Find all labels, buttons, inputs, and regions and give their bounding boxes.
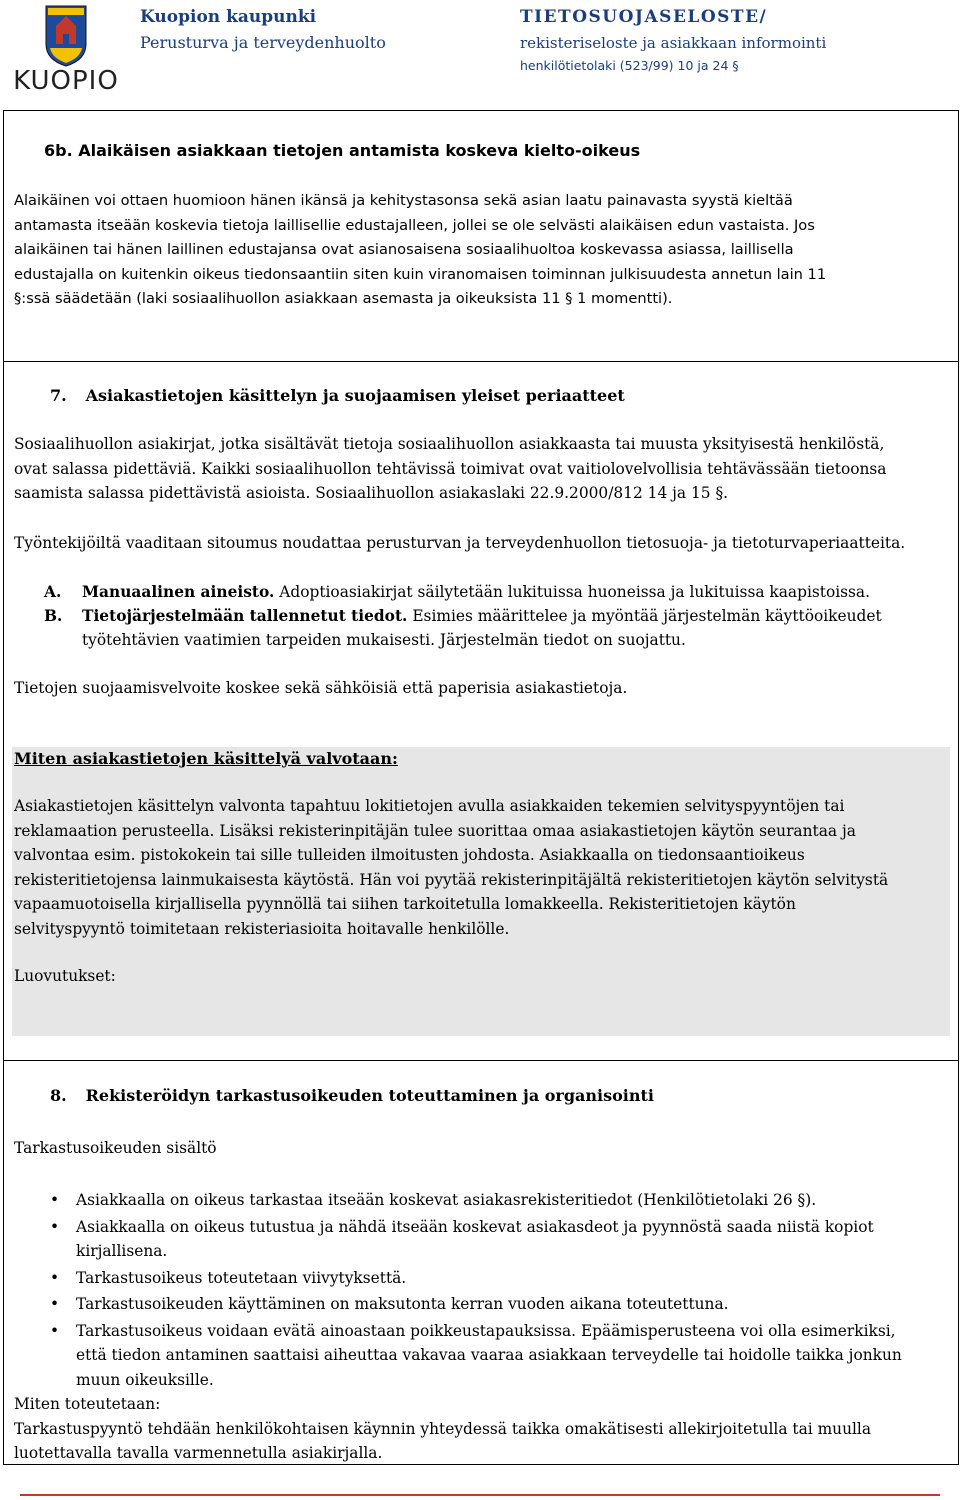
item-b-label: B.	[44, 607, 63, 625]
body-line: edustajalla on kuitenkin oikeus tiedonsaantiin siten kuin viranomaisen toiminnan julkisuudesta annetun lain 11	[14, 265, 827, 283]
body-line: ovat salassa pidettäviä. Kaikki sosiaalihuollon tehtävissä toimivat ovat vaitiolovelvollisia tehtävässään tietoonsa	[14, 459, 887, 478]
control-title: Miten asiakastietojen käsittelyä valvotaan:	[14, 749, 398, 768]
rights-list	[44, 1188, 944, 1392]
item-a-label: A.	[44, 583, 62, 601]
section-6b-title: 6b. Alaikäisen asiakkaan tietojen antamista koskeva kielto-oikeus	[44, 141, 641, 160]
organization-name: Kuopion kaupunki	[140, 7, 317, 27]
section-8-subtitle: Tarkastusoikeuden sisältö	[14, 1139, 217, 1157]
list-item: • Asiakkaalla on oikeus tutustua ja nähdä itseään koskevat asiakasdeot ja pyynnöstä saada niistä kopiot kirjallisena.	[44, 1215, 944, 1264]
coat-of-arms-icon	[12, 4, 120, 68]
body-line: Tarkastuspyyntö tehdään henkilökohtaisen käynnin yhteydessä taikka omakätisesti allekirjoitetulla tai muulla	[14, 1419, 872, 1438]
document-title: TIETOSUOJASELOSTE/	[520, 7, 768, 27]
section-6b-body	[14, 189, 948, 312]
item-b-line2: työtehtävien vaatimien tarpeiden mukaisesti. Järjestelmän tiedot on suojattu.	[82, 631, 686, 649]
list-item: • Tarkastusoikeuden käyttäminen on maksutonta kerran vuoden aikana toteutettuna.	[44, 1292, 944, 1317]
body-line: Alaikäinen voi ottaen huomioon hänen ikänsä ja kehitystasonsa sekä asian laatu painavasta syystä kieltää	[14, 192, 793, 209]
how-section	[14, 1392, 948, 1466]
body-line: antamasta itseään koskevia tietoja laillisellie edustajalleen, jollei se ole selvästi alaikäisen edun vastaista. Jos	[14, 216, 815, 234]
control-panel	[12, 747, 950, 1036]
luovutukset-label: Luovutukset:	[14, 967, 116, 985]
body-line: Sosiaalihuollon asiakirjat, jotka sisältävät tietoja sosiaalihuollon asiakkaasta tai muusta yksityisestä henkilöstä,	[14, 435, 885, 453]
page-header	[0, 0, 960, 110]
body-line: alaikäinen tai hänen laillinen edustajansa ovat asianosaisena sosiaalihuoltoa koskevassa asiassa, laillisella	[14, 241, 794, 258]
body-line: saamista salassa pidettävistä asioista. Sosiaalihuollon asiakaslaki 22.9.2000/812 14 ja 15 §.	[14, 484, 729, 502]
section-7-title: Asiakastietojen käsittelyn ja suojaamisen yleiset periaatteet	[85, 386, 625, 405]
control-body	[14, 794, 944, 941]
section-8-title: Rekisteröidyn tarkastusoikeuden toteuttaminen ja organisointi	[85, 1086, 654, 1105]
section-7-para1	[14, 432, 948, 506]
item-b-bold: Tietojärjestelmään tallennetut tiedot.	[82, 607, 408, 625]
body-line: luotettavalla tavalla varmennetulla asiakirjalla.	[14, 1444, 383, 1462]
body-line: reklamaation perusteella. Lisäksi rekisterinpitäjän tulee suorittaa omaa asiakastietojen käytön seurantaa ja	[14, 821, 856, 840]
list-item: • Tarkastusoikeus voidaan evätä ainoastaan poikkeustapauksissa. Epäämisperusteena voi olla esimerkiksi, että tiedon antaminen saattaisi aiheuttaa vakavaa vaaraa asiakkaan terveydelle tai hoidolle taikka jonkun muun oikeuksille.	[44, 1319, 944, 1393]
bullet-icon: •	[50, 1321, 60, 1340]
logo-wordmark: KUOPIO	[13, 66, 119, 96]
kuopio-logo	[12, 4, 120, 104]
section-7-para2: Työntekijöiltä vaaditaan sitoumus noudattaa perusturvan ja terveydenhuollon tietosuoja- ja tietoturvaperiaatteita.	[14, 534, 906, 552]
how-label: Miten toteutetaan:	[14, 1395, 161, 1413]
document-subtitle: rekisteriseloste ja asiakkaan informointi	[520, 34, 827, 52]
section-6b-box	[3, 110, 959, 362]
body-line: selvityspyyntö toimitetaan rekisteriasioita hoitavalle henkilölle.	[14, 919, 510, 938]
law-reference: henkilötietolaki (523/99) 10 ja 24 §	[520, 58, 739, 73]
body-line: §:ssä säädetään (laki sosiaalihuollon asiakkaan asemasta ja oikeuksista 11 § 1 momentti).	[14, 290, 673, 307]
item-a-bold: Manuaalinen aineisto.	[82, 583, 275, 601]
section-7-box	[3, 360, 959, 1061]
bullet-icon: •	[50, 1295, 60, 1313]
body-line: vapaamuotoisella kirjallisella pyynnöllä tai siihen tarkoitetulla lomakkeella. Rekisteritietojen käytön	[14, 895, 796, 913]
footer-rule	[20, 1494, 940, 1496]
section-8-box	[3, 1060, 959, 1465]
body-line: valvontaa esim. pistokokein tai sille tulleiden ilmoitusten johdosta. Asiakkaalla on tiedonsaantioikeus	[14, 846, 805, 864]
list-item: • Asiakkaalla on oikeus tarkastaa itseään koskevat asiakasrekisteritiedot (Henkilötietolaki 26 §).	[44, 1188, 944, 1213]
body-line: rekisteritietojensa lainmukaisesta käytöstä. Hän voi pyytää rekisterinpitäjältä rekisteritietojen käytön selvitystä	[14, 870, 889, 889]
bullet-icon: •	[50, 1217, 60, 1236]
list-item: • Tarkastusoikeus toteutetaan viivytyksettä.	[44, 1266, 944, 1291]
section-7-para3: Tietojen suojaamisvelvoite koskee sekä sähköisiä että paperisia asiakastietoja.	[14, 679, 628, 697]
section-7-number: 7.	[50, 386, 67, 405]
item-b-text: Esimies määrittelee ja myöntää järjestelmän käyttöoikeudet	[407, 607, 882, 625]
bullet-icon: •	[50, 1191, 60, 1209]
bullet-icon: •	[50, 1268, 60, 1287]
section-8-number: 8.	[50, 1086, 67, 1105]
department-name: Perusturva ja terveydenhuolto	[140, 33, 386, 52]
item-a-text: Adoptioasiakirjat säilytetään lukituissa huoneissa ja lukituissa kaapistoissa.	[274, 583, 871, 601]
body-line: Asiakastietojen käsittelyn valvonta tapahtuu lokitietojen avulla asiakkaiden tekemien selvityspyyntöjen tai	[14, 797, 845, 815]
